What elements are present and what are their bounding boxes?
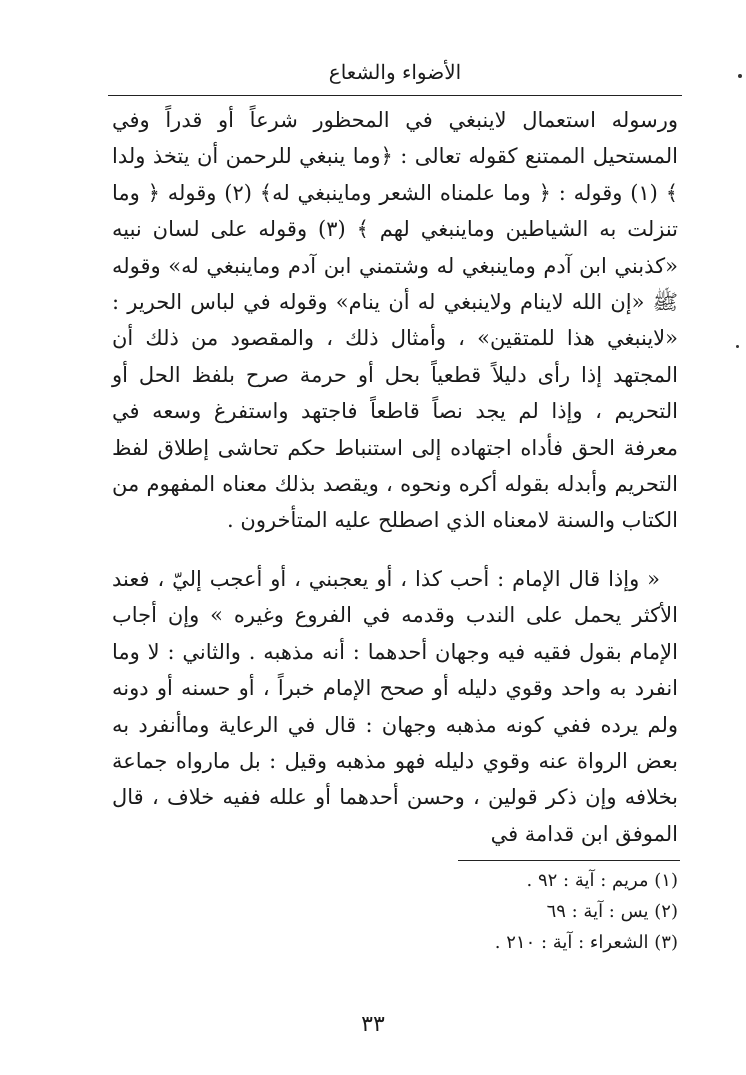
footnote-2: (٢) يس : آية : ٦٩ (546, 901, 678, 922)
footnotes (112, 865, 678, 958)
page-number: ٣٣ (361, 1012, 385, 1037)
running-header: الأضواء والشعاع (328, 60, 462, 84)
scan-speck (738, 74, 742, 78)
main-text (112, 102, 678, 852)
paragraph-2: « وإذا قال الإمام : أحب كذا ، أو يعجبني ، أو أعجب إليّ ، فعند الأكثر يحمل على الندب وقدمه في الفروع وغيره » وإن أجاب الإمام بقول فقيه فيه وجهان أحدهما : أنه مذهبه . والثاني : لا وما انفرد به واحد وقوي دليله أو صحح الإمام خبراً ، أو حسنه أو دونه ولم يرده ففي كونه مذهبه وجهان : قال في الرعاية وماأنفرد به بعض الرواة عنه وقوي دليله فهو مذهبه وقيل : بل مارواه جماعة بخلافه وإن ذكر قولين ، وحسن أحدهما أو علله ففيه خلاف ، قال الموفق ابن قدامة في (112, 566, 678, 846)
scan-speck (736, 345, 739, 348)
footnote-rule (458, 860, 680, 861)
paragraph-1: ورسوله استعمال لاينبغي في المحظور شرعاً أو قدراً وفي المستحيل الممتنع كقوله تعالى : ﴿وما ينبغي للرحمن أن يتخذ ولدا ﴾ (١) وقوله : ﴿ وما علمناه الشعر وماينبغي له﴾ (٢) وقوله ﴿ وما تنزلت به الشياطين وماينبغي لهم ﴾ (٣) وقوله على لسان نبيه «كذبني ابن آدم وماينبغي له وشتمني ابن آدم وماينبغي له» وقوله ﷺ «إن الله لاينام ولاينبغي له أن ينام» وقوله في لباس الحرير : «لاينبغي هذا للمتقين» ، وأمثال ذلك ، والمقصود من ذلك أن المجتهد إذا رأى دليلاً قطعياً بحل أو حرمة صرح بلفظ الحل أو التحريم ، وإذا لم يجد نصاً قاطعاً فاجتهد واستفرغ وسعه في معرفة الحق فأداه اجتهاده إلى استنباط حكم تحاشى إطلاق لفظ التحريم وأبدله بقوله أكره ونحوه ، ويقصد بذلك معناه المفهوم من الكتاب والسنة لامعناه الذي اصطلح عليه المتأخرون . (112, 108, 678, 533)
footnote-3: (٣) الشعراء : آية : ٢١٠ . (494, 932, 678, 953)
header-rule (108, 95, 682, 96)
footnote-1: (١) مريم : آية : ٩٢ . (526, 870, 678, 891)
